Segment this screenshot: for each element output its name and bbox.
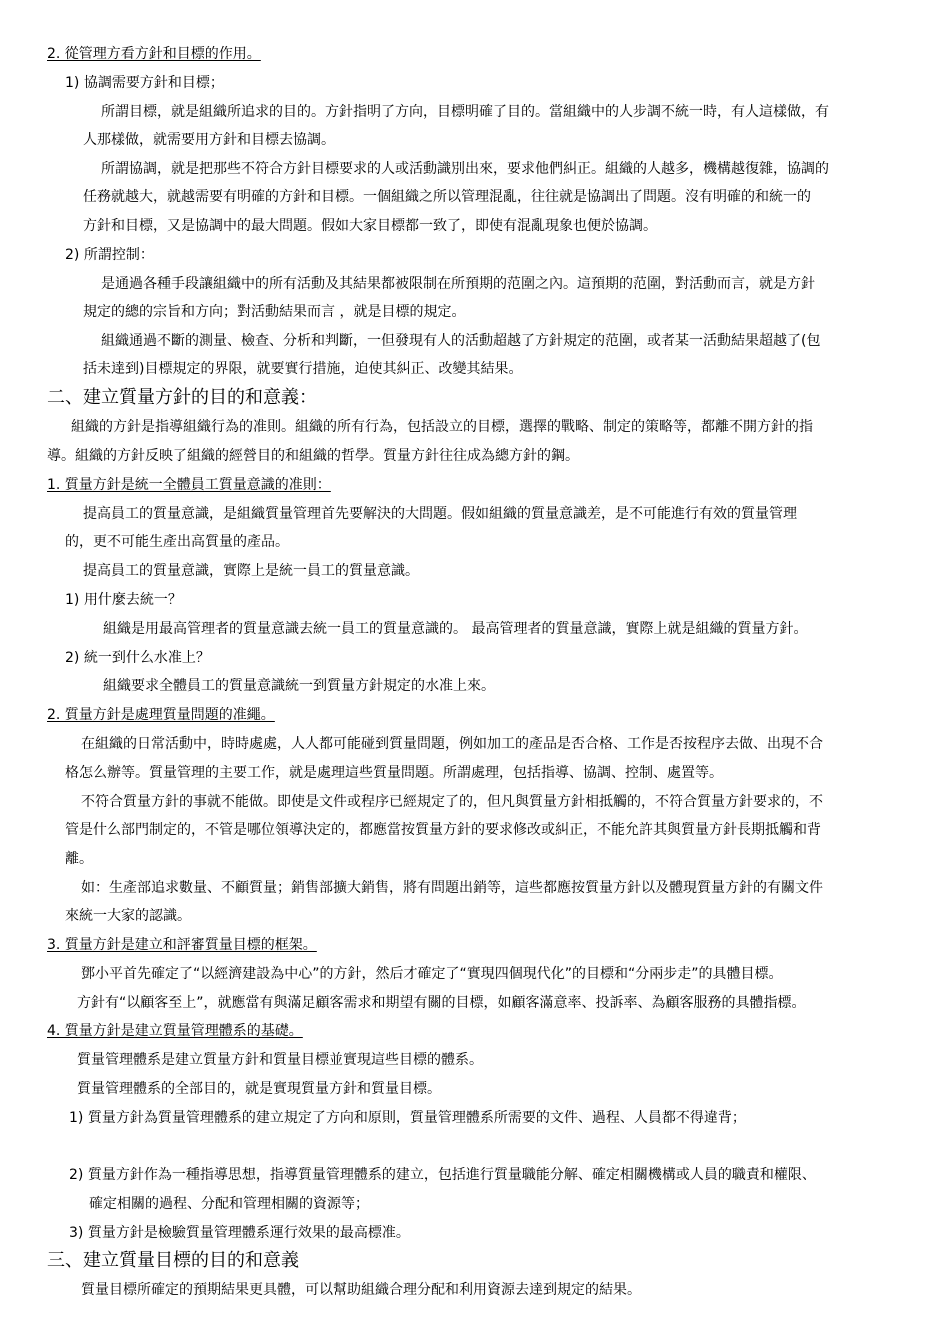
paragraph-line: 如：生產部追求數量、不顧質量；銷售部擴大銷售，將有問題出銷等，這些都應按質量方針以及體現質量方針的有關文件 (81, 880, 823, 896)
paragraph-line: 所謂目標，就是組織所追求的目的。方針指明了方向，目標明確了目的。當組織中的人步調不統一時，有人這樣做，有 (101, 104, 829, 120)
paragraph-line: 任務就越大，就越需要有明確的方針和目標。一個組織之所以管理混亂，往往就是協調出了問題。沒有明確的和統一的 (83, 189, 811, 205)
paragraph-line: 鄧小平首先確定了“以經濟建設為中心”的方針，然后才確定了“實現四個現代化”的目標和“分兩步走”的具體目標。 (81, 966, 783, 982)
paragraph-line: 方針有“以顧客至上”，就應當有與滿足顧客需求和期望有關的目標，如顧客滿意率、投訴率、為顧客服務的具體指標。 (77, 995, 806, 1011)
paragraph-line: 規定的總的宗旨和方向；對活動結果而言 ，就是目標的規定。 (83, 304, 466, 320)
list-item: 1) 質量方針為質量管理體系的建立規定了方向和原則，質量管理體系所需要的文件、過程、人員都不得違背； (69, 1110, 746, 1126)
subheading-coordination: 1) 協調需要方針和目標； (65, 75, 224, 91)
paragraph-line: 來統一大家的認識。 (65, 908, 191, 924)
subheading-what-level: 2) 統一到什么水准上？ (65, 650, 210, 666)
paragraph-line: 組織要求全體員工的質量意識統一到質量方針規定的水准上來。 (103, 678, 495, 694)
paragraph-line: 管是什么部門制定的，不管是哪位領導決定的，都應當按質量方針的要求修改或糾正，不能允許其與質量方針長期抵觸和背 (65, 822, 821, 838)
section-heading-2-management: 2. 從管理方看方針和目標的作用。 (47, 46, 261, 62)
subheading-what-to-unify: 1) 用什麼去統一？ (65, 592, 182, 608)
paragraph-line: 離。 (65, 851, 93, 867)
list-item: 3) 質量方針是檢驗質量管理體系運行效果的最高標准。 (69, 1225, 410, 1241)
paragraph-line: 提高員工的質量意識，是組織質量管理首先要解決的大問題。假如組織的質量意識差，是不可能進行有效的質量管理 (83, 506, 797, 522)
section-heading-4-foundation: 4. 質量方針是建立質量管理體系的基礎。 (47, 1023, 303, 1039)
paragraph-line: 組織是用最高管理者的質量意識去統一員工的質量意識的。 最高管理者的質量意識，實際上就是組織的質量方針。 (103, 621, 808, 637)
subheading-control: 2) 所謂控制： (65, 247, 154, 263)
section-heading-1-unify: 1. 質量方針是統一全體員工質量意識的准則： (47, 477, 331, 493)
paragraph-line: 方針和目標，又是協調中的最大問題。假如大家目標都一致了，即使有混亂現象也便於協調。 (83, 218, 657, 234)
paragraph-line: 人那樣做，就需要用方針和目標去協調。 (83, 132, 335, 148)
paragraph-line: 組織通過不斷的測量、檢查、分析和判斷，一但發現有人的活動超越了方針規定的范圍，或者某一活動結果超越了(包 (101, 333, 821, 349)
paragraph-line: 格怎么辦等。質量管理的主要工作，就是處理這些質量問題。所謂處理，包括指導、協調、控制、處置等。 (65, 765, 723, 781)
section-heading-2-criterion: 2. 質量方針是處理質量問題的准繩。 (47, 707, 275, 723)
chapter-heading-2: 二、建立質量方針的目的和意義： (47, 387, 317, 408)
list-item-continuation: 確定相關的過程、分配和管理相關的資源等； (89, 1196, 369, 1212)
paragraph-line: 是通過各種手段讓組織中的所有活動及其結果都被限制在所預期的范圍之內。這預期的范圍，對活動而言，就是方針 (101, 276, 815, 292)
paragraph-line: 在組織的日常活動中，時時處處，人人都可能碰到質量問題，例如加工的產品是否合格、工作是否按程序去做、出現不合 (81, 736, 823, 752)
paragraph-line: 的，更不可能生產出高質量的產品。 (65, 534, 289, 550)
paragraph-line: 所謂協調，就是把那些不符合方針目標要求的人或活動識別出來，要求他們糾正。組織的人越多，機構越復雜，協調的 (101, 161, 829, 177)
list-item: 2) 質量方針作為一種指導思想，指導質量管理體系的建立，包括進行質量職能分解、確定相關機構或人員的職責和權限、 (69, 1167, 816, 1183)
paragraph-line: 不符合質量方針的事就不能做。即使是文件或程序已經規定了的，但凡與質量方針相抵觸的，不符合質量方針要求的，不 (81, 794, 823, 810)
section-heading-3-framework: 3. 質量方針是建立和評審質量目標的框架。 (47, 937, 317, 953)
paragraph-line: 導。組織的方針反映了組織的經營目的和組織的哲學。質量方針往往成為總方針的鋼。 (47, 448, 579, 464)
paragraph-line: 提高員工的質量意識，實際上是統一員工的質量意識。 (83, 563, 419, 579)
paragraph-line: 括未達到)目標規定的界限，就要實行措施，迫使其糾正、改變其結果。 (83, 361, 523, 377)
chapter-heading-3: 三、建立質量目標的目的和意義 (47, 1250, 299, 1271)
paragraph-line: 質量管理體系是建立質量方針和質量目標並實現這些目標的體系。 (77, 1052, 483, 1068)
paragraph-line: 質量目標所確定的預期結果更具體，可以幫助組織合理分配和利用資源去達到規定的結果。 (81, 1282, 641, 1298)
paragraph-line: 質量管理體系的全部目的，就是實現質量方針和質量目標。 (77, 1081, 441, 1097)
paragraph-line: 組織的方針是指導組織行為的准則。組織的所有行為，包括設立的目標，選擇的戰略、制定的策略等，都離不開方針的指 (71, 419, 813, 435)
